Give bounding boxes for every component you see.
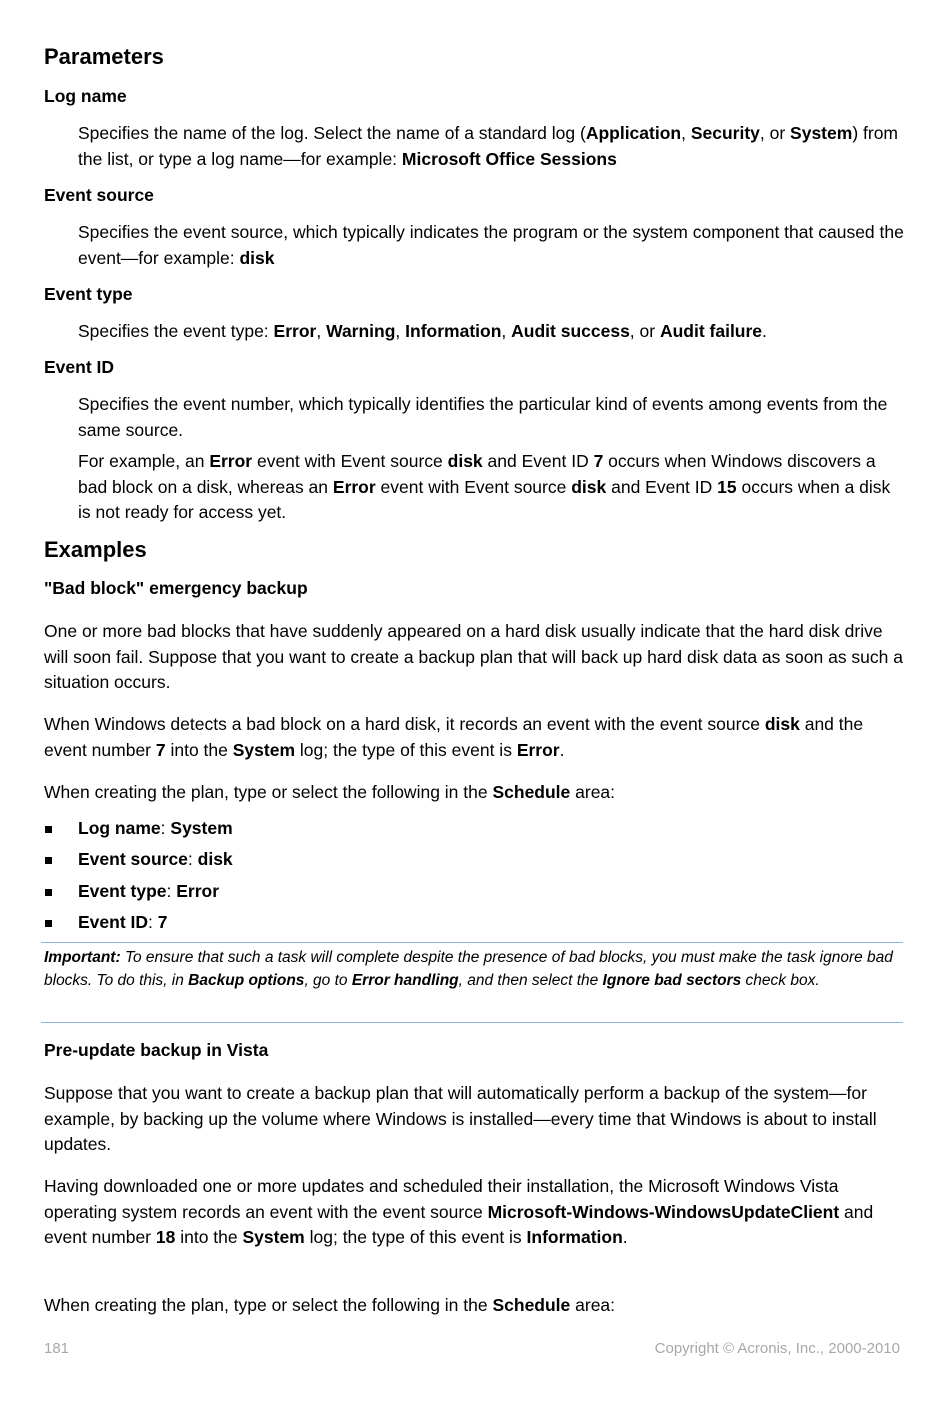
example1-paragraph-2: When Windows detects a bad block on a hard disk, it records an event with the event source disk and the event number 7 into the System log; the type of this event is Error. [44, 714, 864, 760]
param-desc-log-name: Specifies the name of the log. Select the name of a standard log (Application, Security, or System) from the list, or type a log name—for example: Microsoft Office Sessions [78, 123, 899, 169]
param-desc-event-type: Specifies the event type: Error, Warning, Information, Audit success, or Audit failure. [78, 321, 767, 341]
important-note [41, 942, 903, 1023]
page-number: 181 [44, 1340, 70, 1357]
section-heading-examples: Examples [44, 537, 147, 562]
param-title-event-source: Event source [44, 185, 154, 205]
param-example-event-id: For example, an Error event with Event source disk and Event ID 7 occurs when Windows discovers a bad block on a disk, whereas an Error event with Event source disk and Event ID 15 occurs when a disk is not ready for access yet. [78, 451, 891, 522]
bullet-square-icon [45, 889, 52, 896]
param-desc-event-id: Specifies the event number, which typically identifies the particular kind of events among events from the same source. [78, 394, 888, 440]
copyright-notice: Copyright © Acronis, Inc., 2000-2010 [654, 1340, 900, 1357]
section-heading-parameters: Parameters [44, 44, 164, 69]
bullet-square-icon [45, 920, 52, 927]
param-title-event-id: Event ID [44, 357, 115, 377]
param-desc-event-source: Specifies the event source, which typically indicates the program or the system component that caused the event—for example: disk [78, 222, 904, 268]
example2-paragraph-1: Suppose that you want to create a backup plan that will automatically perform a backup of the system—for example, by backing up the volume where Windows is installed—every time that Windows is about to install updates. [44, 1083, 877, 1154]
example2-paragraph-2: Having downloaded one or more updates and scheduled their installation, the Microsoft Windows Vista operating system records an event with the event source Microsoft-Windows-WindowsUpdateClient and event number 18 into the System log; the type of this event is Information. [44, 1176, 874, 1247]
param-title-event-type: Event type [44, 284, 133, 304]
example-title-pre-update: Pre-update backup in Vista [44, 1040, 269, 1060]
bullet-square-icon [45, 857, 52, 864]
example-title-bad-block: "Bad block" emergency backup [44, 578, 308, 598]
example1-paragraph-1: One or more bad blocks that have suddenly appeared on a hard disk usually indicate that the hard disk drive will soon fail. Suppose that you want to create a backup plan that will back up hard disk data as soon as such a situation occurs. [44, 621, 903, 692]
example2-paragraph-3: When creating the plan, type or select the following in the Schedule area: [44, 1295, 616, 1315]
bullet-square-icon [45, 826, 52, 833]
important-note-text: Important: To ensure that such a task will complete despite the presence of bad blocks, you must make the task ignore bad blocks. To do this, in Backup options, go to Error handling, and then select the Ignore bad sectors check box. [44, 949, 893, 989]
example1-paragraph-3: When creating the plan, type or select the following in the Schedule area: [44, 782, 616, 802]
param-title-log-name: Log name [44, 86, 127, 106]
